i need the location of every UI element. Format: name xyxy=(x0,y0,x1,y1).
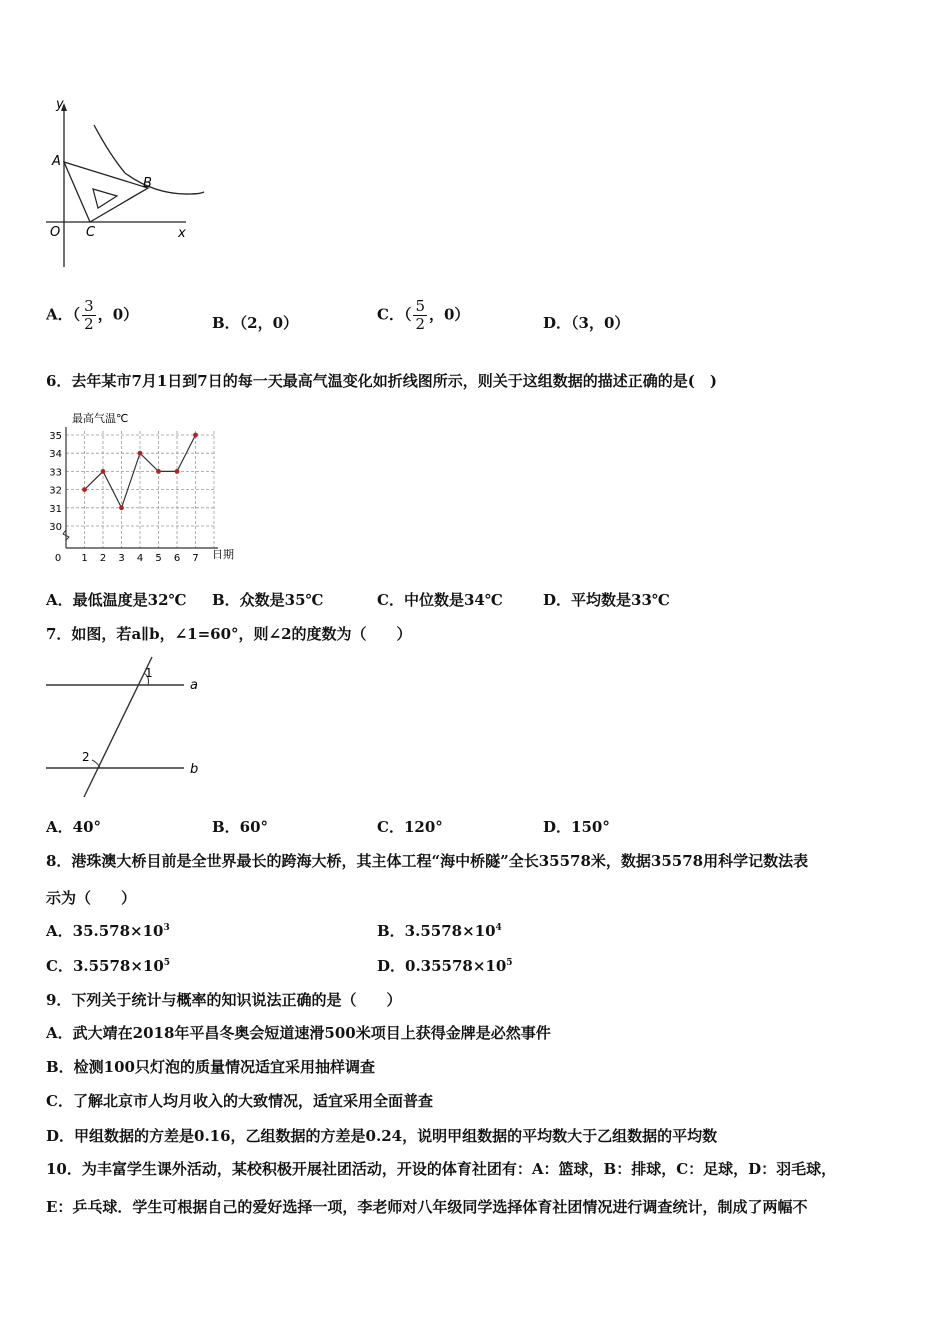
q7-option-d[interactable]: D．150° xyxy=(543,818,610,836)
data-point xyxy=(138,451,143,456)
q7-question: 7．如图，若a∥b，∠1=60°，则∠2的度数为（ ） xyxy=(46,625,412,643)
q8-option-c-base: C．3.5578×10 xyxy=(46,957,164,975)
q10-question-line2: E：乒乓球．学生可根据自己的爱好选择一项，李老师对八年级同学选择体育社团情况进行调查统计，制成了两幅不 xyxy=(46,1198,808,1216)
frac-num: 3 xyxy=(84,297,94,315)
q8-option-d[interactable] xyxy=(377,955,513,976)
label-a: a xyxy=(190,678,198,693)
q5-figure xyxy=(40,95,215,275)
q7-option-c[interactable]: C．120° xyxy=(377,818,443,836)
chart-ylabel: 最高气温℃ xyxy=(72,412,129,425)
q8-option-b[interactable] xyxy=(377,920,502,941)
data-point xyxy=(101,469,106,474)
q6-question: 6．去年某市7月1日到7日的每一天最高气温变化如折线图所示，则关于这组数据的描述正确的是( ) xyxy=(46,372,717,390)
fraction-5-2 xyxy=(413,298,427,333)
q7-parallel-lines-figure xyxy=(44,655,204,800)
label-c: C xyxy=(86,225,96,240)
q5-option-c-label: C．（ xyxy=(377,305,412,324)
fraction-3-2 xyxy=(82,298,96,333)
q8-option-d-exp: 5 xyxy=(506,958,513,968)
q9-option-b[interactable]: B．检测100只灯泡的质量情况适宜采用抽样调查 xyxy=(46,1058,375,1076)
y-tick-label: 33 xyxy=(49,467,62,479)
q8-option-c-exp: 5 xyxy=(163,958,171,968)
q5-option-c-tail: ，0） xyxy=(429,305,470,324)
q5-option-a-tail: ，0） xyxy=(97,305,139,324)
y-tick-label: 32 xyxy=(49,485,62,497)
q8-option-a-base: A．35.578×10 xyxy=(46,922,164,940)
x-tick-label: 6 xyxy=(173,553,181,563)
q8-option-b-exp: 4 xyxy=(495,923,502,933)
data-point xyxy=(119,505,124,510)
q5-option-b[interactable]: B．（2，0） xyxy=(212,314,299,332)
frac-den: 2 xyxy=(84,315,94,333)
q8-option-b-base: B．3.5578×10 xyxy=(377,922,496,940)
data-point xyxy=(82,487,87,492)
q8-option-c[interactable] xyxy=(46,955,170,976)
q8-option-d-base: D．0.35578×10 xyxy=(377,957,507,975)
q10-question-line1: 10．为丰富学生课外活动，某校积极开展社团活动，开设的体育社团有：A：篮球，B：排球，C：足球，D：羽毛球， xyxy=(46,1160,837,1178)
q9-option-c[interactable]: C．了解北京市人均月收入的大致情况，适宜采用全面普查 xyxy=(46,1092,433,1110)
q7-option-a[interactable]: A．40° xyxy=(46,818,102,836)
x-tick-label: 1 xyxy=(81,553,88,563)
q8-option-a-exp: 3 xyxy=(163,923,170,933)
y-tick-label: 35 xyxy=(49,431,62,442)
q5-option-a[interactable] xyxy=(46,298,138,333)
q5-option-c[interactable] xyxy=(377,298,469,333)
q8-question-line2: 示为（ ） xyxy=(46,889,137,907)
x-tick-label: 2 xyxy=(99,553,107,563)
y-tick-label: 30 xyxy=(49,522,62,533)
x-tick-label: 0 xyxy=(54,553,62,563)
q7-option-b[interactable]: B．60° xyxy=(212,818,269,836)
chart-xlabel: 日期 xyxy=(212,548,234,561)
inner-triangle xyxy=(93,189,117,208)
frac-den: 2 xyxy=(415,315,425,333)
q9-option-d[interactable]: D．甲组数据的方差是0.16，乙组数据的方差是0.24，说明甲组数据的平均数大于乙组数据的平均数 xyxy=(46,1127,718,1145)
triangle-abc xyxy=(64,162,148,222)
q6-option-b[interactable]: B．众数是35℃ xyxy=(212,591,324,609)
label-b: b xyxy=(190,762,199,777)
q6-option-a[interactable]: A．最低温度是32℃ xyxy=(46,591,187,609)
q5-option-d[interactable]: D．（3，0） xyxy=(543,314,630,332)
y-tick-label: 34 xyxy=(49,449,62,461)
label-x: x xyxy=(178,226,186,241)
x-tick-label: 3 xyxy=(118,553,125,563)
label-angle-1: 1 xyxy=(145,666,153,680)
data-point xyxy=(156,469,161,474)
label-b: B xyxy=(143,176,152,191)
q9-question: 9．下列关于统计与概率的知识说法正确的是（ ） xyxy=(46,991,402,1009)
q6-option-d[interactable]: D．平均数是33℃ xyxy=(543,591,670,609)
label-o: O xyxy=(50,225,61,240)
label-y: y xyxy=(56,97,64,112)
q8-question-line1: 8．港珠澳大桥目前是全世界最长的跨海大桥，其主体工程“海中桥隧”全长35578米，数据35578用科学记数法表 xyxy=(46,852,809,870)
q9-option-a[interactable]: A．武大靖在2018年平昌冬奥会短道速滑500米项目上获得金牌是必然事件 xyxy=(46,1024,551,1042)
data-point xyxy=(193,433,198,438)
transversal xyxy=(84,657,152,797)
data-point xyxy=(175,469,180,474)
q6-option-c[interactable]: C．中位数是34℃ xyxy=(377,591,503,609)
frac-num: 5 xyxy=(415,297,425,315)
temperature-line-chart xyxy=(44,408,244,563)
q8-option-a[interactable] xyxy=(46,920,170,941)
x-tick-label: 7 xyxy=(192,553,199,563)
label-a: A xyxy=(52,154,61,169)
y-tick-label: 31 xyxy=(49,503,62,515)
x-tick-label: 5 xyxy=(155,553,162,563)
x-tick-label: 4 xyxy=(136,553,144,563)
q5-option-a-label: A．（ xyxy=(46,305,81,324)
label-angle-2: 2 xyxy=(82,750,90,764)
